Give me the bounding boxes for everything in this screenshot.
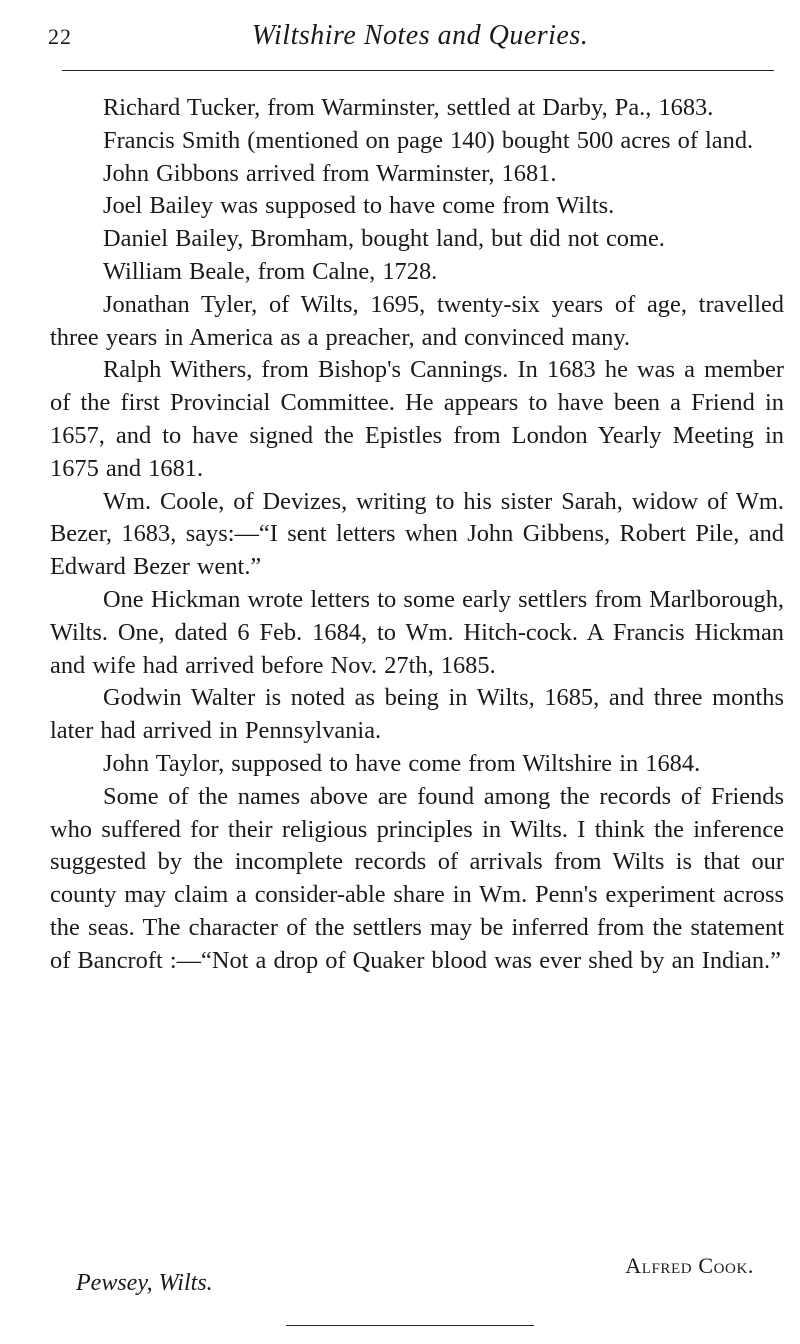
paragraph-richard-tucker: Richard Tucker, from Warminster, settled at Darby, Pa., 1683.: [103, 94, 714, 121]
paragraph-joel-bailey: Joel Bailey was supposed to have come from Wilts.: [103, 192, 615, 220]
page-number: 22: [48, 24, 72, 49]
paragraph-john-taylor: John Taylor, supposed to have come from Wiltshire in 1684.: [103, 749, 701, 777]
running-title: Wiltshire Notes and Queries.: [251, 20, 589, 51]
header-rule: [62, 70, 774, 71]
paragraph-conclusion: Some of the names above are found among the records of Friends who suffered for their religious principles in Wilts. I think the inference suggested by the incomplete records of arrivals from Wilts is that our county may claim a consider-able share in Wm. Penn's experiment across the seas. The character of the settlers may be inferred from the statement of Bancroft :—“Not a drop of Quaker blood was ever shed by an Indian.”: [50, 782, 784, 974]
footer-rule: [286, 1325, 534, 1326]
paragraph-daniel-bailey: Daniel Bailey, Bromham, bought land, but did not come.: [103, 225, 665, 253]
place-of-writing: Pewsey, Wilts.: [76, 1270, 213, 1296]
paragraph-godwin-walter: Godwin Walter is noted as being in Wilts, 1685, and three months later had arrived in Pennsylvania.: [50, 684, 784, 745]
signature-block: [0, 1246, 800, 1306]
paragraph-francis-smith: Francis Smith (mentioned on page 140) bought 500 acres of land.: [103, 126, 754, 154]
article-body: [50, 92, 784, 978]
paragraph-john-gibbons: John Gibbons arrived from Warminster, 1681.: [103, 159, 557, 187]
author-signature: Alfred Cook.: [625, 1253, 754, 1278]
paragraph-wm-coole: Wm. Coole, of Devizes, writing to his sister Sarah, widow of Wm. Bezer, 1683, says:—“I sent letters when John Gibbens, Robert Pile, and Edward Bezer went.”: [50, 487, 784, 581]
paragraph-hickman: One Hickman wrote letters to some early settlers from Marlborough, Wilts. One, dated 6 Feb. 1684, to Wm. Hitch-cock. A Francis Hickman and wife had arrived before Nov. 27th, 1685.: [50, 585, 784, 679]
paragraph-william-beale: William Beale, from Calne, 1728.: [103, 257, 438, 285]
paragraph-jonathan-tyler: Jonathan Tyler, of Wilts, 1695, twenty-six years of age, travelled three years in America as a preacher, and convinced many.: [50, 290, 784, 351]
paragraph-ralph-withers: Ralph Withers, from Bishop's Cannings. In 1683 he was a member of the first Provincial Committee. He appears to have been a Friend in 1657, and to have signed the Epistles from London Yearly Meeting in 1675 and 1681.: [50, 356, 784, 482]
